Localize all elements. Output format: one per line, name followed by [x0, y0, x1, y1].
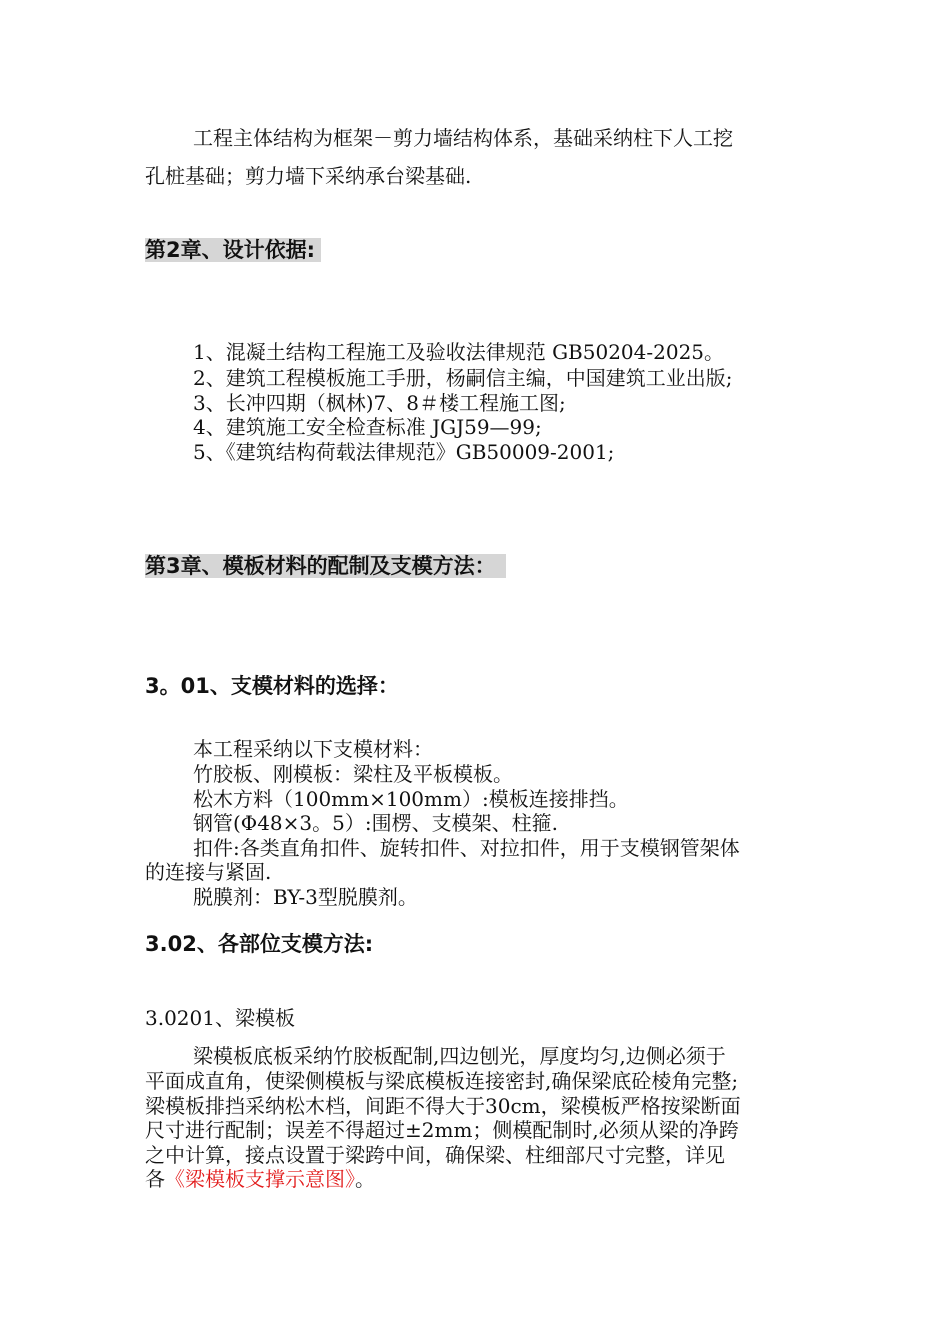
beam-support-diagram-link[interactable]: 《梁模板支撑示意图》 — [165, 1167, 355, 1191]
intro-line-2: 孔桩基础；剪力墙下采纳承台梁基础. — [145, 164, 472, 188]
reference-item-1: 1、混凝土结构工程施工及验收法律规范 GB50204-2025。 — [193, 340, 725, 364]
material-line-6: 的连接与紧固. — [145, 860, 272, 884]
beam-formwork-line-4: 尺寸进行配制；误差不得超过±2mm；侧模配制时,必须从梁的净跨 — [145, 1118, 739, 1142]
beam-formwork-line-2: 平面成直角，使梁侧模板与梁底模板连接密封,确保梁底砼棱角完整; — [145, 1069, 739, 1093]
reference-item-3: 3、长冲四期（枫林)7、8＃楼工程施工图; — [193, 391, 566, 415]
material-line-2: 竹胶板、刚模板：梁柱及平板模板。 — [193, 762, 513, 786]
section-3-02-heading: 3.02、各部位支模方法: — [145, 932, 374, 956]
reference-item-4: 4、建筑施工安全检查标准 JGJ59—99; — [193, 415, 542, 439]
beam-formwork-line-6 — [145, 1167, 375, 1191]
beam-formwork-line-5: 之中计算，接点设置于梁跨中间，确保梁、柱细部尺寸完整，详见 — [145, 1143, 725, 1167]
beam-formwork-line-3: 梁模板排挡采纳松木档，间距不得大于30cm，梁模板严格按梁断面 — [145, 1094, 741, 1118]
chapter-2-heading-text: 第2章、设计依据: — [145, 238, 321, 262]
reference-item-2: 2、建筑工程模板施工手册，杨嗣信主编，中国建筑工业出版; — [193, 366, 733, 390]
chapter-3-heading-text: 第3章、模板材料的配制及支模方法： — [145, 554, 506, 578]
chapter-2-heading — [145, 236, 321, 264]
last-line-prefix: 各 — [145, 1167, 165, 1191]
reference-item-5: 5、《建筑结构荷载法律规范》GB50009-2001; — [193, 440, 615, 464]
chapter-3-heading — [145, 552, 506, 580]
section-3-01-heading: 3。01、支模材料的选择： — [145, 674, 399, 698]
material-line-7: 脱膜剂：BY-3型脱膜剂。 — [193, 885, 418, 909]
material-line-4: 钢管(Φ48×3。5）:围楞、支模架、柱箍. — [193, 811, 558, 835]
beam-formwork-line-1: 梁模板底板采纳竹胶板配制,四边刨光，厚度均匀,边侧必须于 — [193, 1044, 726, 1068]
material-line-3: 松木方料（100mm×100mm）:模板连接排挡。 — [193, 787, 629, 811]
last-line-suffix: 。 — [355, 1167, 375, 1191]
material-line-1: 本工程采纳以下支模材料： — [193, 737, 433, 761]
intro-line-1: 工程主体结构为框架－剪力墙结构体系，基础采纳柱下人工挖 — [193, 126, 733, 150]
subsection-3-0201-heading: 3.0201、梁模板 — [145, 1006, 295, 1030]
material-line-5: 扣件:各类直角扣件、旋转扣件、对拉扣件，用于支模钢管架体 — [193, 836, 740, 860]
